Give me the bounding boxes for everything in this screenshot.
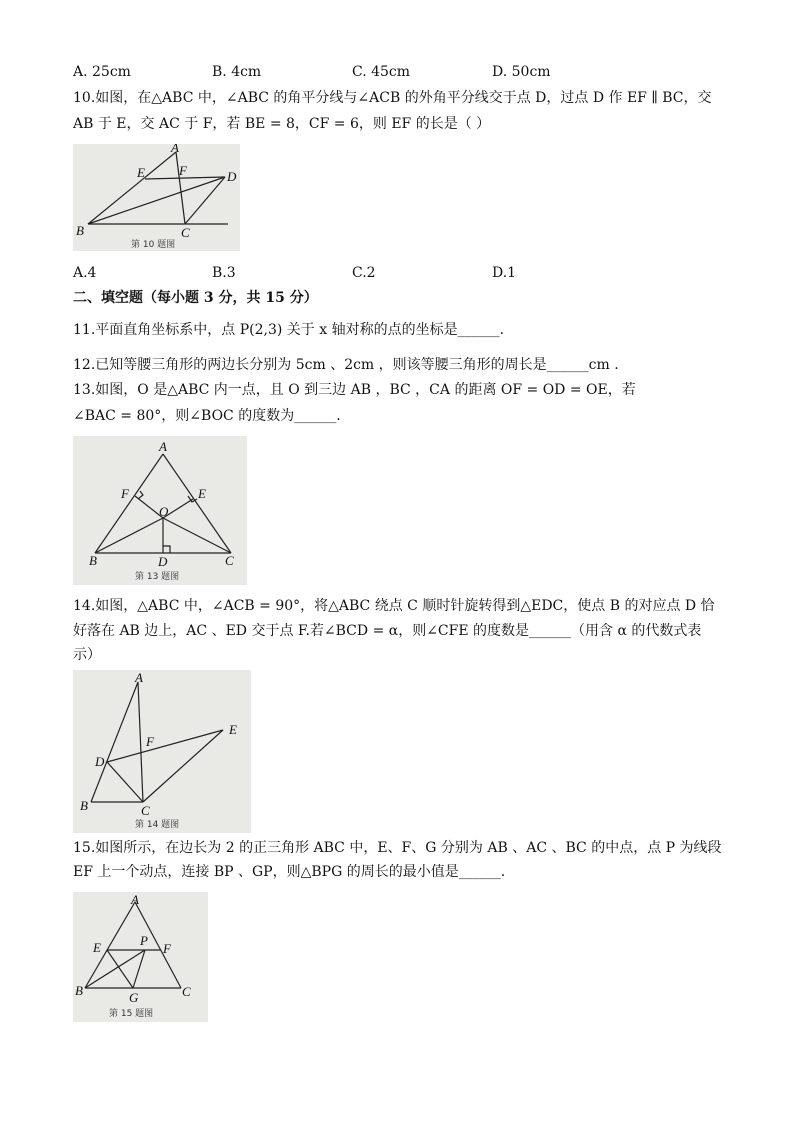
q15-text-line1: 15.如图所示，在边长为 2 的正三角形 ABC 中，E、F、G 分别为 AB 、AC 、BC 的中点，点 P 为线段 [73, 840, 722, 856]
q14-figure [73, 670, 251, 833]
q10-figure-caption: 第 10 题图 [131, 240, 176, 250]
q13-text-line1: 13.如图，O 是△ABC 内一点，且 O 到三边 AB ，BC ，CA 的距离 OF = OD = OE，若 [73, 382, 636, 398]
q9-option-c: C. 45cm [352, 64, 411, 80]
q10-option-c: C.2 [352, 265, 376, 281]
q10-option-a: A.4 [73, 265, 97, 281]
q13-label-o: O [159, 504, 169, 519]
q10-label-e: E [137, 165, 145, 180]
q15-label-a: A [131, 892, 139, 907]
q11-text: 11.平面直角坐标系中，点 P(2,3) 关于 x 轴对称的点的坐标是______. [73, 322, 505, 338]
q9-option-a: A. 25cm [73, 64, 131, 80]
q13-label-f: F [121, 486, 129, 501]
q13-label-d: D [158, 554, 168, 569]
q13-figure-caption: 第 13 题图 [135, 572, 180, 582]
q9-option-d: D. 50cm [492, 64, 551, 80]
q15-label-g: G [129, 990, 139, 1005]
q15-figure-caption: 第 15 题图 [109, 1009, 154, 1019]
q9-option-b: B. 4cm [212, 64, 262, 80]
q15-label-c: C [182, 984, 191, 999]
q15-text-line2: EF 上一个动点，连接 BP 、GP，则△BPG 的周长的最小值是______. [73, 864, 506, 880]
q13-label-e: E [198, 486, 206, 501]
q14-text-line1: 14.如图，△ABC 中，∠ACB = 90°，将△ABC 绕点 C 顺时针旋转得到△EDC，使点 B 的对应点 D 恰 [73, 598, 715, 614]
q10-figure [73, 144, 240, 251]
q13-label-b: B [89, 553, 97, 568]
q14-figure-caption: 第 14 题图 [135, 820, 180, 830]
q13-text-line2: ∠BAC = 80°，则∠BOC 的度数为______. [73, 408, 341, 424]
q12-text: 12.已知等腰三角形的两边长分别为 5cm 、2cm ，则该等腰三角形的周长是______cm . [73, 357, 619, 373]
q14-label-d: D [95, 754, 105, 769]
q14-label-c: C [141, 803, 150, 818]
q13-label-c: C [225, 553, 234, 568]
q10-label-a: A [171, 144, 179, 155]
q10-text-line2: AB 于 E，交 AC 于 F，若 BE = 8，CF = 6，则 EF 的长是（ ） [73, 116, 491, 132]
q10-label-f: F [179, 163, 187, 178]
q10-text-line1: 10.如图，在△ABC 中，∠ABC 的角平分线与∠ACB 的外角平分线交于点 D，过点 D 作 EF ∥ BC，交 [73, 90, 712, 106]
q14-text-line2: 好落在 AB 边上，AC 、ED 交于点 F.若∠BCD = α，则∠CFE 的度数是______（用含 α 的代数式表 [73, 623, 702, 639]
q15-label-p: P [140, 933, 148, 948]
q10-label-c: C [181, 225, 190, 240]
q14-label-f: F [146, 734, 154, 749]
q13-figure [73, 436, 247, 585]
q14-label-a: A [135, 670, 143, 685]
q15-figure [73, 892, 208, 1022]
q15-label-f: F [163, 941, 171, 956]
section-title: 二、填空题（每小题 3 分，共 15 分） [73, 290, 318, 306]
q10-label-d: D [227, 169, 237, 184]
q15-label-e: E [93, 940, 101, 955]
q10-option-d: D.1 [492, 265, 517, 281]
q10-label-b: B [76, 223, 84, 238]
q14-label-b: B [80, 798, 88, 813]
q14-label-e: E [229, 722, 237, 737]
q14-text-line3: 示） [73, 647, 101, 663]
q13-label-a: A [159, 439, 167, 454]
q15-label-b: B [75, 983, 83, 998]
q10-option-b: B.3 [212, 265, 236, 281]
